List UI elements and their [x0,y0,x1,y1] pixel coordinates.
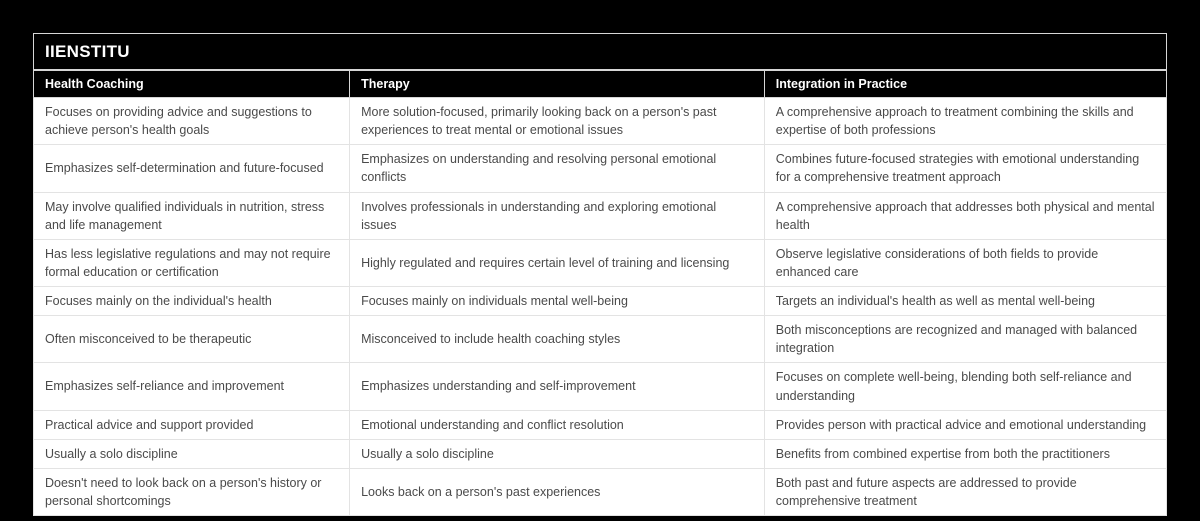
table-row [34,287,1167,316]
table-cell: Usually a solo discipline [34,439,350,468]
table-cell: May involve qualified individuals in nutrition, stress and life management [34,192,350,239]
table-row [34,316,1167,363]
table-cell: Both past and future aspects are addressed to provide comprehensive treatment [764,468,1166,515]
table-row [34,239,1167,286]
brand-title: IIENSTITU [45,41,130,61]
table-cell: More solution-focused, primarily looking back on a person's past experiences to treat mental or emotional issues [350,98,765,145]
table-cell: Misconceived to include health coaching styles [350,316,765,363]
table-header-row [34,71,1167,98]
table-cell: Practical advice and support provided [34,410,350,439]
table-row [34,192,1167,239]
table-cell: Has less legislative regulations and may not require formal education or certification [34,239,350,286]
column-header-therapy: Therapy [350,71,765,98]
table-cell: Emphasizes on understanding and resolving personal emotional conflicts [350,145,765,192]
table-row [34,439,1167,468]
table-cell: Focuses on complete well-being, blending both self-reliance and understanding [764,363,1166,410]
table-cell: Benefits from combined expertise from both the practitioners [764,439,1166,468]
table-cell: Focuses on providing advice and suggestions to achieve person's health goals [34,98,350,145]
column-header-integration-in-practice: Integration in Practice [764,71,1166,98]
table-row [34,98,1167,145]
table-cell: Highly regulated and requires certain level of training and licensing [350,239,765,286]
table-row [34,410,1167,439]
table-cell: Often misconceived to be therapeutic [34,316,350,363]
brand-header-bar [33,33,1167,70]
table-cell: Both misconceptions are recognized and managed with balanced integration [764,316,1166,363]
table-cell: Combines future-focused strategies with emotional understanding for a comprehensive treatment approach [764,145,1166,192]
table-cell: Focuses mainly on the individual's health [34,287,350,316]
table-cell: Focuses mainly on individuals mental well-being [350,287,765,316]
table-cell: Emphasizes self-reliance and improvement [34,363,350,410]
column-header-health-coaching: Health Coaching [34,71,350,98]
table-cell: Emphasizes understanding and self-improvement [350,363,765,410]
table-cell: Emphasizes self-determination and future-focused [34,145,350,192]
table-row [34,468,1167,515]
table-row [34,363,1167,410]
table-cell: Looks back on a person's past experiences [350,468,765,515]
table-cell: A comprehensive approach that addresses both physical and mental health [764,192,1166,239]
table-cell: Targets an individual's health as well as mental well-being [764,287,1166,316]
table-cell: Provides person with practical advice and emotional understanding [764,410,1166,439]
table-cell: Doesn't need to look back on a person's history or personal shortcomings [34,468,350,515]
table-cell: Involves professionals in understanding and exploring emotional issues [350,192,765,239]
table-cell: Emotional understanding and conflict resolution [350,410,765,439]
table-cell: Observe legislative considerations of both fields to provide enhanced care [764,239,1166,286]
table-cell: Usually a solo discipline [350,439,765,468]
table-cell: A comprehensive approach to treatment combining the skills and expertise of both professions [764,98,1166,145]
comparison-table-card [33,33,1167,516]
table-body [34,98,1167,516]
table-row [34,145,1167,192]
comparison-table [33,70,1167,516]
